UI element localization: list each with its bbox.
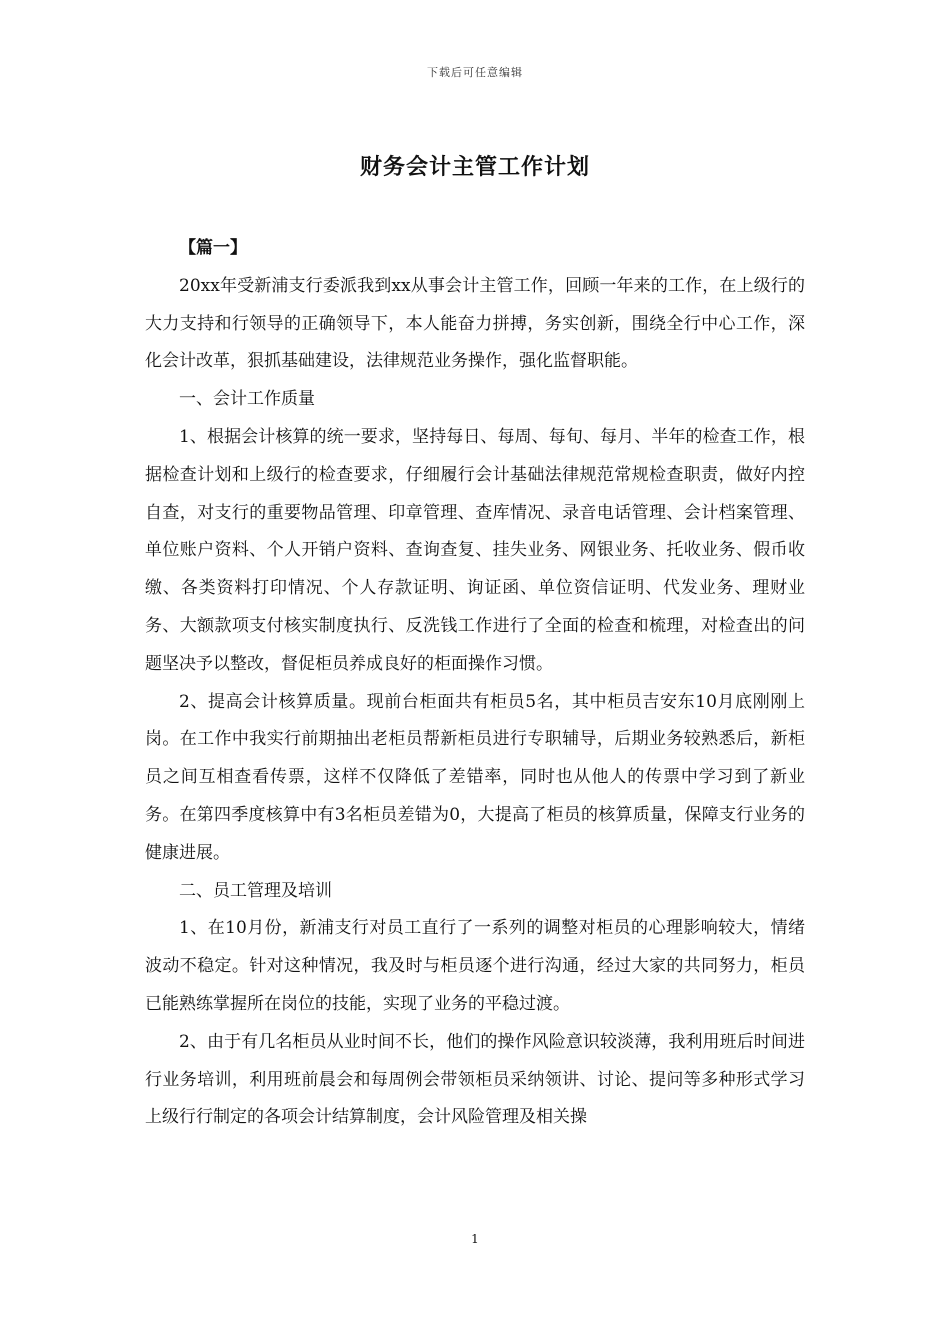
paragraph: 2、提高会计核算质量。现前台柜面共有柜员5名，其中柜员吉安东10月底刚刚上岗。在工作中我实行前期抽出老柜员帮新柜员进行专职辅导，后期业务较熟悉后，新柜员之间互相查看传票，这样不仅降低了差错率，同时也从他人的传票中学习到了新业务。在第四季度核算中有3名柜员差错为0，大提高了柜员的核算质量，保障支行业务的健康进展。: [145, 691, 805, 863]
paragraph: 1、根据会计核算的统一要求，坚持每日、每周、每旬、每月、半年的检查工作，根据检查计划和上级行的检查要求，仔细履行会计基础法律规范常规检查职责，做好内控自查，对支行的重要物品管理、印章管理、查库情况、录音电话管理、会计档案管理、单位账户资料、个人开销户资料、查询查复、挂失业务、网银业务、托收业务、假币收缴、各类资料打印情况、个人存款证明、询证函、单位资信证明、代发业务、理财业务、大额款项支付核实制度执行、反洗钱工作进行了全面的检查和梳理，对检查出的问题坚决予以整改，督促柜员养成良好的柜面操作习惯。: [145, 426, 805, 674]
paragraph: 20xx年受新浦支行委派我到xx从事会计主管工作，回顾一年来的工作，在上级行的大力支持和行领导的正确领导下，本人能奋力拼搏，务实创新，围绕全行中心工作，深化会计改革，狠抓基础建设，法律规范业务操作，强化监督职能。: [145, 275, 805, 372]
paragraph: 2、由于有几名柜员从业时间不长，他们的操作风险意识较淡薄，我利用班后时间进行业务培训，利用班前晨会和每周例会带领柜员采纳领讲、讨论、提问等多种形式学习上级行行制定的各项会计结算制度，会计风险管理及相关操: [145, 1031, 805, 1128]
section-heading: 一、会计工作质量: [179, 389, 315, 410]
section-label: 【篇一】: [179, 238, 247, 258]
page-number: 1: [471, 1232, 479, 1246]
document-title: 财务会计主管工作计划: [359, 155, 590, 180]
document-body: [145, 230, 805, 1137]
section-heading: 二、员工管理及培训: [179, 880, 332, 901]
header-note: 下载后可任意编辑: [427, 66, 523, 79]
paragraph: 1、在10月份，新浦支行对员工直行了一系列的调整对柜员的心理影响较大，情绪波动不稳定。针对这种情况，我及时与柜员逐个进行沟通，经过大家的共同努力，柜员已能熟练掌握所在岗位的技能，实现了业务的平稳过渡。: [145, 918, 805, 1014]
